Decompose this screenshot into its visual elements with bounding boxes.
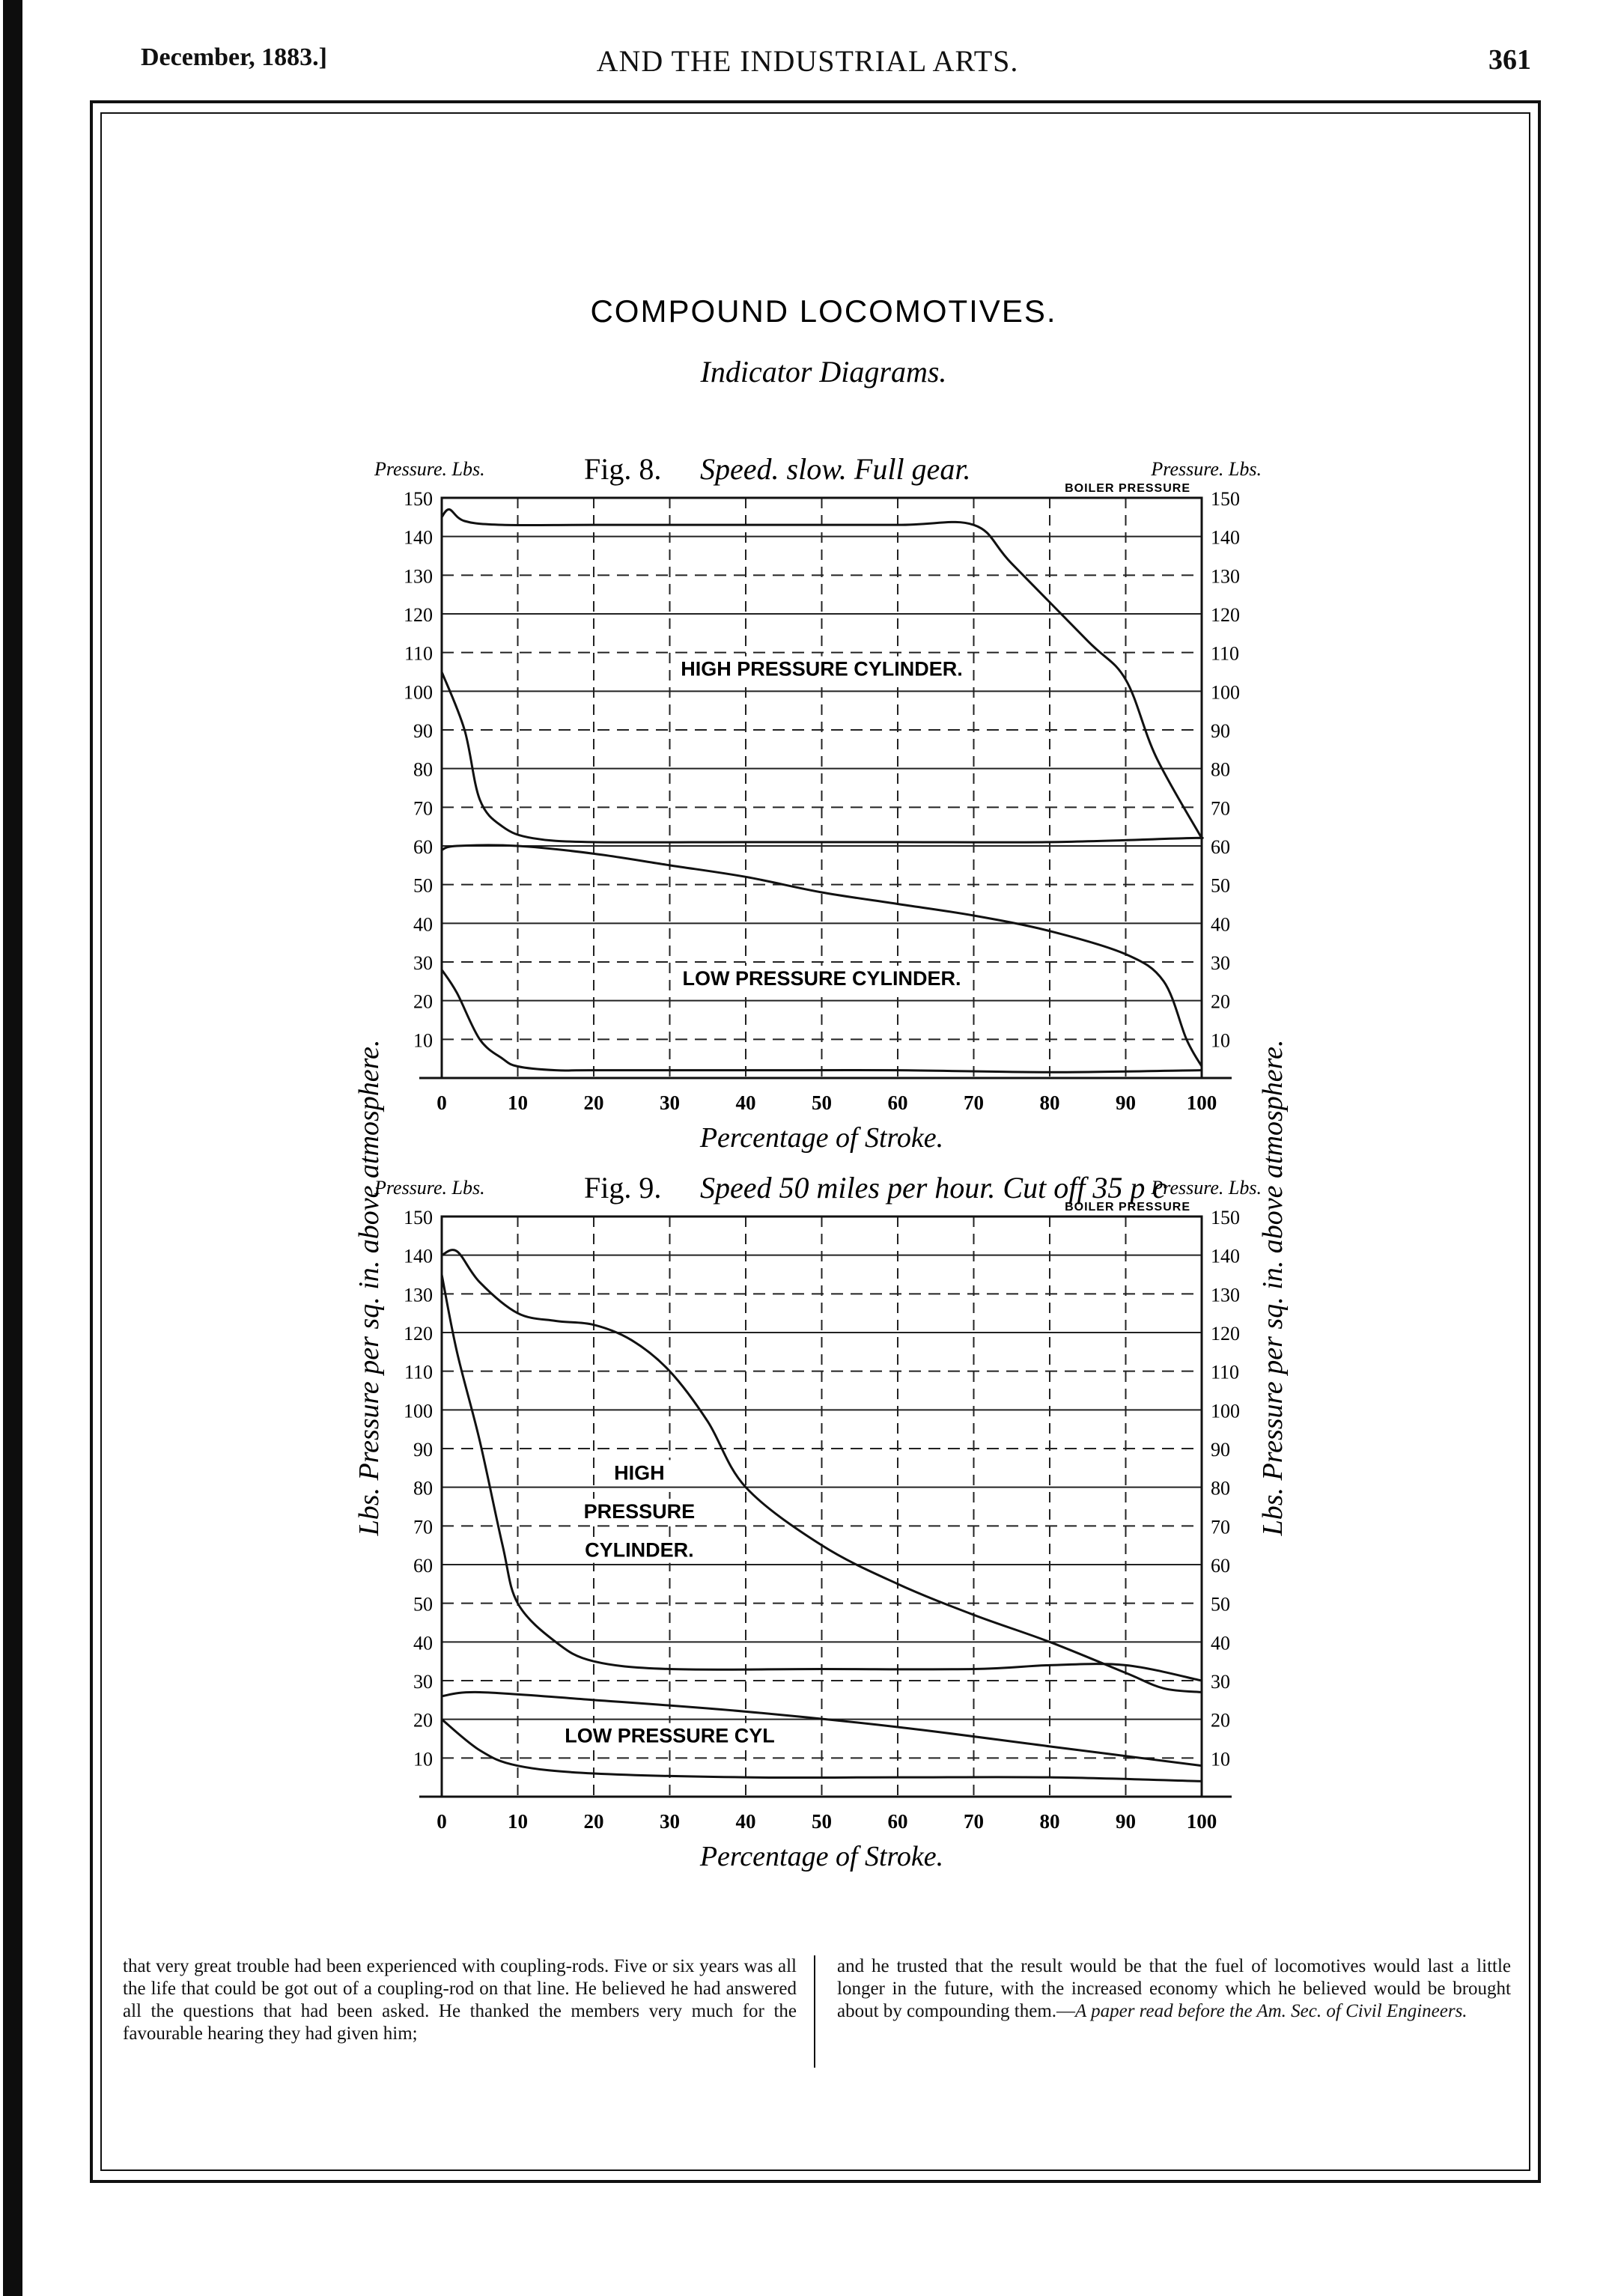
y-tick-label-left: 110 <box>404 642 433 665</box>
x-tick-label: 0 <box>437 1810 447 1833</box>
x-tick-label: 80 <box>1039 1091 1060 1114</box>
y-tick-label-right: 140 <box>1211 526 1240 549</box>
column-rule <box>814 1955 815 2068</box>
text-column-left: that very great trouble had been experienced with coupling-rods. Five or six years was all the life that could be got out of a coupling-rod on that line. He believed he had answered all the questions that had been asked. He thanked the members very much for the favourable hearing they had given him; <box>123 1956 797 2044</box>
y-tick-label-right: 150 <box>1211 1207 1240 1228</box>
y-tick-label-left: 10 <box>413 1029 433 1052</box>
x-tick-label: 70 <box>964 1810 984 1833</box>
x-tick-label: 30 <box>660 1091 680 1114</box>
x-tick-label: 50 <box>812 1810 832 1833</box>
x-tick-label: 50 <box>812 1091 832 1114</box>
y-axis-title-left: Pressure. Lbs. <box>374 458 485 480</box>
x-tick-label: 10 <box>508 1810 528 1833</box>
y-tick-label-left: 20 <box>413 1709 433 1732</box>
y-tick-label-right: 50 <box>1211 1593 1230 1616</box>
y-tick-label-left: 30 <box>413 952 433 974</box>
y-tick-label-right: 130 <box>1211 1284 1240 1306</box>
x-tick-label: 70 <box>964 1091 984 1114</box>
figure-caption: Speed 50 miles per hour. Cut off 35 p c <box>700 1171 1167 1205</box>
y-tick-label-left: 70 <box>413 797 433 820</box>
x-tick-label: 90 <box>1116 1091 1136 1114</box>
y-tick-label-left: 80 <box>413 758 433 781</box>
fig-9-chart <box>374 1171 1262 1872</box>
y-tick-label-right: 10 <box>1211 1748 1230 1770</box>
cylinder-annotation: HIGH <box>614 1461 665 1485</box>
x-tick-label: 10 <box>508 1091 528 1114</box>
y-tick-label-right: 130 <box>1211 565 1240 588</box>
y-tick-label-left: 150 <box>404 1207 433 1228</box>
y-tick-label-right: 70 <box>1211 797 1230 820</box>
y-tick-label-left: 10 <box>413 1748 433 1770</box>
y-tick-label-right: 20 <box>1211 1709 1230 1732</box>
text-column-right-body: and he trusted that the result would be that the fuel of locomotives would last a little longer in the future, with the increased economy which he believed would be brought about by compounding them.— <box>837 1956 1511 2021</box>
y-tick-label-right: 20 <box>1211 990 1230 1013</box>
figure-caption: Speed. slow. Full gear. <box>700 452 971 486</box>
x-tick-label: 40 <box>735 1091 756 1114</box>
y-tick-label-left: 90 <box>413 1439 433 1461</box>
x-tick-label: 60 <box>887 1810 908 1833</box>
side-label-left: Lbs. Pressure per sq. in. above atmosphere. <box>353 1039 385 1536</box>
indicator-curve-hp-upper <box>442 1250 1202 1693</box>
plate-title: COMPOUND LOCOMOTIVES. <box>590 293 1057 329</box>
y-tick-label-right: 150 <box>1211 488 1240 510</box>
y-tick-label-right: 70 <box>1211 1516 1230 1538</box>
y-tick-label-left: 120 <box>404 604 433 626</box>
y-tick-label-right: 80 <box>1211 758 1230 781</box>
y-tick-label-right: 110 <box>1211 1361 1240 1383</box>
y-tick-label-left: 80 <box>413 1477 433 1499</box>
y-tick-label-left: 40 <box>413 1632 433 1654</box>
y-tick-label-right: 120 <box>1211 604 1240 626</box>
y-tick-label-right: 30 <box>1211 952 1230 974</box>
y-axis-title-right: Pressure. Lbs. <box>1151 1177 1262 1199</box>
x-tick-label: 20 <box>583 1810 604 1833</box>
y-tick-label-left: 100 <box>404 681 433 704</box>
cylinder-annotation: LOW PRESSURE CYL <box>565 1724 775 1747</box>
fig-8-chart <box>374 452 1262 1154</box>
y-tick-label-left: 140 <box>404 1245 433 1267</box>
x-tick-label: 0 <box>437 1091 447 1114</box>
running-head-date: December, 1883.] <box>141 43 327 71</box>
y-tick-label-right: 140 <box>1211 1245 1240 1267</box>
y-tick-label-right: 60 <box>1211 836 1230 858</box>
y-tick-label-left: 130 <box>404 1284 433 1306</box>
figure-number: Fig. 8. <box>584 452 662 486</box>
cylinder-annotation: PRESSURE <box>583 1500 696 1523</box>
x-tick-label: 60 <box>887 1091 908 1114</box>
y-axis-title-right: Pressure. Lbs. <box>1151 458 1262 480</box>
y-tick-label-left: 60 <box>413 1555 433 1577</box>
y-tick-label-right: 90 <box>1211 1439 1230 1461</box>
x-axis-title: Percentage of Stroke. <box>699 1841 944 1872</box>
page-number: 361 <box>1488 44 1531 76</box>
y-tick-label-left: 50 <box>413 874 433 897</box>
y-tick-label-left: 130 <box>404 565 433 588</box>
boiler-pressure-label: BOILER PRESSURE <box>1065 1201 1190 1214</box>
y-tick-label-left: 50 <box>413 1593 433 1616</box>
y-tick-label-left: 30 <box>413 1671 433 1693</box>
y-tick-label-right: 40 <box>1211 913 1230 936</box>
x-axis-title: Percentage of Stroke. <box>699 1122 944 1154</box>
x-tick-label: 20 <box>583 1091 604 1114</box>
side-label-right: Lbs. Pressure per sq. in. above atmosphere. <box>1257 1039 1289 1536</box>
cylinder-annotation: CYLINDER. <box>585 1538 694 1562</box>
y-tick-label-right: 80 <box>1211 1477 1230 1499</box>
y-tick-label-left: 140 <box>404 526 433 549</box>
x-tick-label: 40 <box>735 1810 756 1833</box>
y-tick-label-left: 100 <box>404 1400 433 1422</box>
y-tick-label-left: 60 <box>413 836 433 858</box>
y-tick-label-left: 150 <box>404 488 433 510</box>
x-tick-label: 80 <box>1039 1810 1060 1833</box>
y-axis-title-left: Pressure. Lbs. <box>374 1177 485 1199</box>
y-tick-label-left: 20 <box>413 990 433 1013</box>
y-tick-label-right: 30 <box>1211 1671 1230 1693</box>
boiler-pressure-label: BOILER PRESSURE <box>1065 482 1190 495</box>
y-tick-label-left: 70 <box>413 1516 433 1538</box>
y-tick-label-right: 10 <box>1211 1029 1230 1052</box>
y-tick-label-right: 120 <box>1211 1323 1240 1345</box>
x-tick-label: 100 <box>1186 1091 1217 1114</box>
x-tick-label: 30 <box>660 1810 680 1833</box>
text-column-right <box>837 1955 1511 2023</box>
y-tick-label-right: 60 <box>1211 1555 1230 1577</box>
y-tick-label-right: 40 <box>1211 1632 1230 1654</box>
x-tick-label: 100 <box>1186 1810 1217 1833</box>
y-tick-label-right: 100 <box>1211 681 1240 704</box>
cylinder-annotation: HIGH PRESSURE CYLINDER. <box>681 657 963 680</box>
running-head-title: AND THE INDUSTRIAL ARTS. <box>596 44 1019 78</box>
citation: A paper read before the Am. Sec. of Civil Engineers. <box>1075 2001 1468 2021</box>
x-tick-label: 90 <box>1116 1810 1136 1833</box>
cylinder-annotation: LOW PRESSURE CYLINDER. <box>682 967 961 990</box>
y-tick-label-left: 90 <box>413 720 433 742</box>
y-tick-label-left: 120 <box>404 1323 433 1345</box>
y-tick-label-right: 100 <box>1211 1400 1240 1422</box>
y-tick-label-right: 110 <box>1211 642 1240 665</box>
y-tick-label-right: 90 <box>1211 720 1230 742</box>
y-tick-label-left: 40 <box>413 913 433 936</box>
plate-subtitle: Indicator Diagrams. <box>700 355 947 389</box>
figure-number: Fig. 9. <box>584 1171 662 1205</box>
y-tick-label-left: 110 <box>404 1361 433 1383</box>
y-tick-label-right: 50 <box>1211 874 1230 897</box>
